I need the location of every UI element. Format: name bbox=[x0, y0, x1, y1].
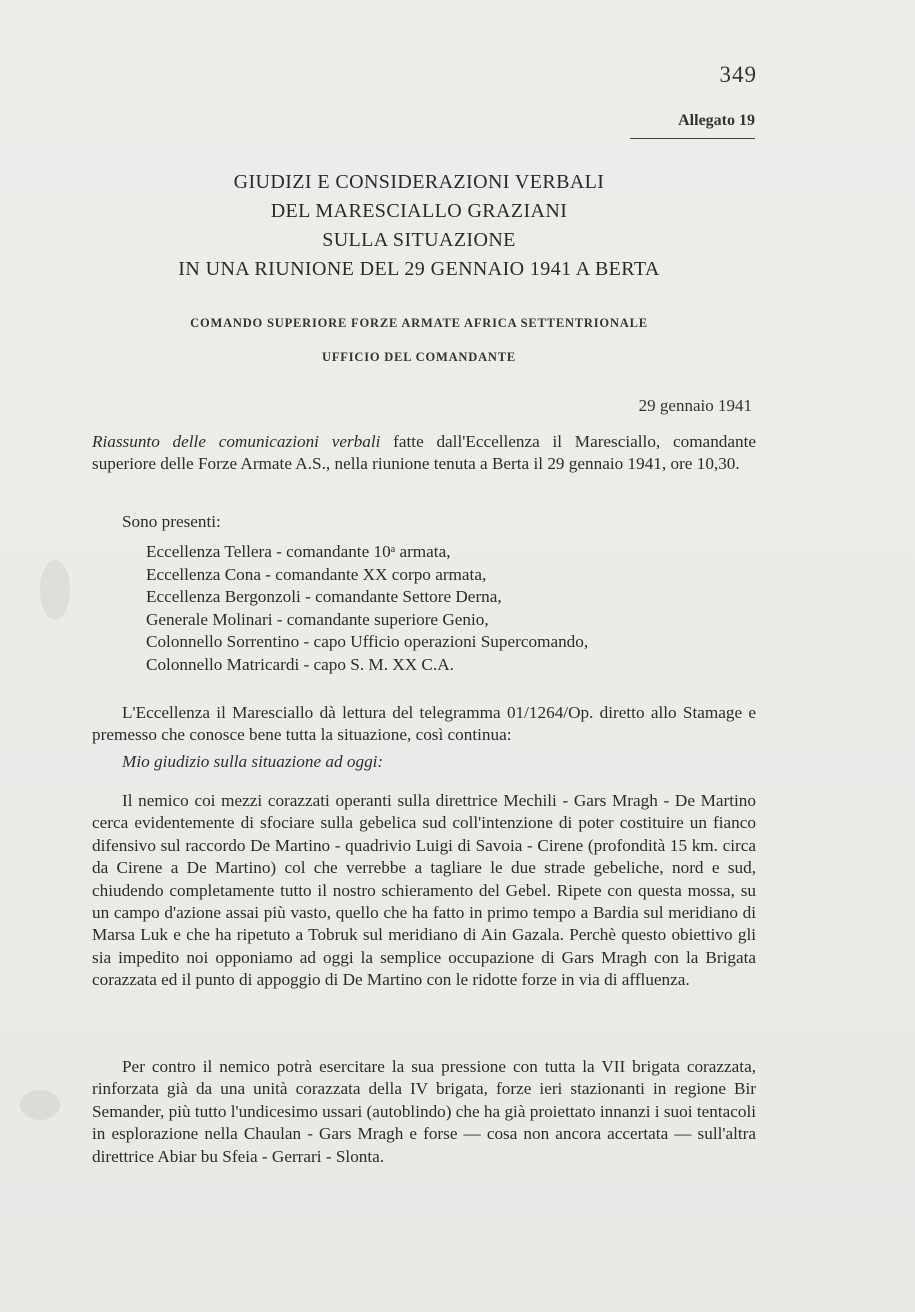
attendee-item: Colonnello Sorrentino - capo Ufficio operazioni Supercomando, bbox=[146, 632, 589, 651]
paragraph-contro: Per contro il nemico potrà esercitare la sua pressione con tutta la VII brigata corazzata, rinforzata già da una unità corazzata della IV brigata, forze ieri stazionanti in regione Bir Semander, più tutto l'undicesimo ussari (autoblindo) che ha già proiettato innanzi i suoi tentacoli in esplorazione nella Chaulan - Gars Mragh e forse — cosa non ancora accertata — sull'altra direttrice Abiar bu Sfeia - Gerrari - Slonta. bbox=[92, 1057, 756, 1166]
attendee-item: Eccellenza Bergonzoli - comandante Settore Derna, bbox=[146, 587, 502, 606]
title-line: DEL MARESCIALLO GRAZIANI bbox=[270, 200, 568, 222]
document-date: 29 gennaio 1941 bbox=[638, 396, 752, 415]
allegato-label: Allegato 19 bbox=[678, 112, 755, 129]
attendees-list bbox=[146, 541, 588, 676]
page-number: 349 bbox=[719, 62, 757, 87]
command-name: COMANDO SUPERIORE FORZE ARMATE AFRICA SETTENTRIONALE bbox=[190, 316, 648, 330]
allegato-underline bbox=[630, 138, 755, 139]
office-name: UFFICIO DEL COMANDANTE bbox=[322, 350, 516, 364]
organization-header bbox=[0, 316, 838, 384]
attendee-item: Colonnello Matricardi - capo S. M. XX C.A. bbox=[146, 654, 454, 674]
intro-rest: fatte dall'Eccellenza il Maresciallo, comandante superiore delle Forze Armate A.S., nella riunione tenuta a Berta il 29 gennaio 1941, ore 10,30. bbox=[92, 432, 757, 474]
intro-italic: Riassunto delle comunicazioni verbali bbox=[92, 432, 381, 451]
attendee-item: Generale Molinari - comandante superiore Genio, bbox=[146, 609, 489, 629]
title-line: SULLA SITUAZIONE bbox=[322, 229, 516, 251]
paper-smudge bbox=[20, 1090, 60, 1120]
title-line: GIUDIZI E CONSIDERAZIONI VERBALI bbox=[233, 171, 605, 193]
section-heading-giudizio: Mio giudizio sulla situazione ad oggi: bbox=[122, 752, 384, 771]
attendee-item: Eccellenza Cona - comandante XX corpo armata, bbox=[146, 564, 487, 584]
paragraph-lettura: L'Eccellenza il Maresciallo dà lettura del telegramma 01/1264/Op. diretto allo Stamage e premesso che conosce bene tutta la situazione, così continua: bbox=[92, 703, 756, 745]
document-title bbox=[0, 168, 838, 284]
title-line: IN UNA RIUNIONE DEL 29 GENNAIO 1941 A BERTA bbox=[178, 258, 660, 280]
presenti-label: Sono presenti: bbox=[122, 512, 221, 531]
attendee-item: Eccellenza Tellera - comandante 10$^a$ armata, bbox=[146, 542, 451, 561]
intro-paragraph bbox=[92, 431, 756, 476]
paragraph-nemico: Il nemico coi mezzi corazzati operanti sulla direttrice Mechili - Gars Mragh - De Martino cerca evidentemente di sfociare sulla gebelica sud coll'intenzione di poter costituire un fianco difensivo sul raccordo De Martino - quadrivio Luigi di Savoia - Cirene (profondità 15 km. circa da Cirene a De Martino) col che verrebbe a tagliare le due strade gebeliche, nord e sud, chiudendo completamente tutto il nostro schieramento del Gebel. Ripete con questa mossa, su un campo d'azione assai più vasto, quello che ha fatto in primo tempo a Bardia sul meridiano di Marsa Luk e che ha ripetuto a Tobruk sul meridiano di Ain Gazala. Perchè questo obiettivo gli sia impedito noi opponiamo ad oggi la semplice occupazione di Gars Mragh con la Brigata corazzata ed il punto di appoggio di De Martino con le ridotte forze in via di affluenza. bbox=[92, 791, 756, 990]
paper-smudge bbox=[40, 560, 70, 620]
